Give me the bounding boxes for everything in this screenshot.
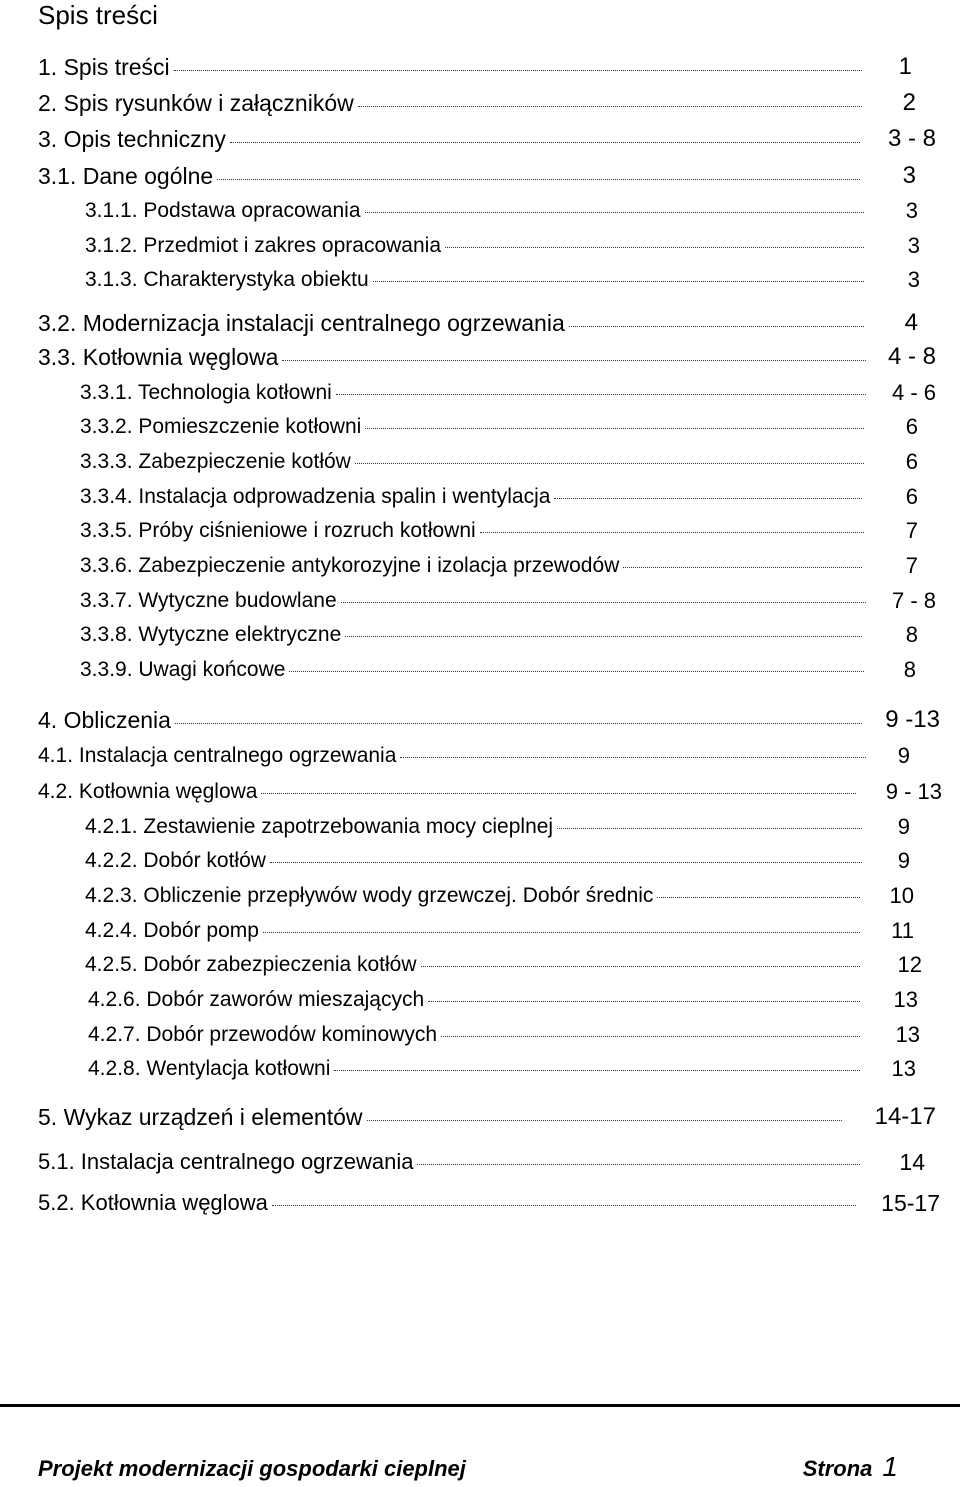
toc-dot-leader [623, 567, 862, 568]
toc-entry-label: 3.3.5. Próby ciśnieniowe i rozruch kotłowni [80, 519, 476, 542]
toc-entry [80, 620, 868, 650]
toc-entry-label: 5.2. Kotłownia węglowa [38, 1190, 268, 1215]
toc-entry-page: 9 [897, 848, 910, 873]
toc-dot-leader [569, 326, 864, 327]
toc-entry [80, 378, 872, 408]
toc-entry-label: 5.1. Instalacja centralnego ogrzewania [38, 1149, 414, 1174]
toc-entry-label: 2. Spis rysunków i załączników [38, 90, 354, 116]
toc-entry-label: 4.2.4. Dobór pomp [85, 919, 259, 942]
toc-dot-leader [373, 281, 864, 282]
toc-entry-page: 13 [893, 987, 918, 1012]
footer-page-label: Strona [802, 1456, 873, 1481]
toc-entry-label: 4.2.5. Dobór zabezpieczenia kotłów [85, 953, 417, 976]
toc-entry [38, 308, 870, 338]
toc-entry-page: 1 [898, 53, 912, 80]
toc-entry [80, 482, 868, 512]
toc-entry [85, 950, 866, 980]
toc-entry-label: 4.2.1. Zestawienie zapotrzebowania mocy cieplnej [85, 815, 554, 838]
toc-entry [38, 1147, 866, 1177]
toc-entry [38, 705, 868, 735]
page-title: Spis treści [38, 0, 158, 30]
toc-entry [80, 655, 870, 685]
toc-entry-label: 4. Obliczenia [38, 707, 171, 733]
toc-entry-label: 3.1.1. Podstawa opracowania [85, 199, 361, 222]
toc-entry-page: 4 - 8 [887, 343, 936, 370]
toc-entry-label: 3.3.8. Wytyczne elektryczne [80, 623, 342, 646]
toc-entry-label: 3.2. Modernizacja instalacji centralnego ogrzewania [38, 310, 565, 336]
toc-entry-page: 3 [907, 267, 920, 292]
toc-entry-page: 8 [905, 622, 918, 647]
toc-dot-leader [175, 723, 862, 724]
toc-entry [88, 985, 866, 1015]
toc-dot-leader [554, 498, 862, 499]
toc-dot-leader [230, 142, 860, 143]
toc-dot-leader [261, 793, 856, 794]
toc-entry [38, 741, 872, 771]
toc-entry-label: 3.1.2. Przedmiot i zakres opracowania [85, 234, 442, 257]
toc-entry-label: 3.3. Kotłownia węglowa [38, 344, 279, 370]
toc-entry-label: 3.1. Dane ogólne [38, 163, 214, 189]
toc-entry-page: 3 [905, 198, 918, 223]
toc-entry-page: 13 [891, 1056, 916, 1081]
toc-dot-leader [336, 394, 866, 395]
toc-dot-leader [282, 360, 866, 361]
toc-entry-page: 7 [905, 518, 918, 543]
toc-entry [80, 586, 872, 616]
toc-entry-label: 4.2. Kotłownia węglowa [38, 780, 258, 803]
toc-dot-leader [345, 636, 862, 637]
toc-entry-page: 7 - 8 [891, 588, 936, 613]
toc-entry [85, 881, 866, 911]
toc-entry [38, 161, 866, 191]
toc-entry-label: 3.3.9. Uwagi końcowe [80, 658, 286, 681]
toc-entry [38, 1102, 848, 1132]
toc-entry [85, 916, 866, 946]
toc-dot-leader [341, 602, 866, 603]
toc-entry-label: 5. Wykaz urządzeń i elementów [38, 1104, 363, 1130]
toc-entry [38, 88, 868, 118]
toc-entry-page: 7 [905, 553, 918, 578]
toc-entry-label: 1. Spis treści [38, 54, 170, 80]
toc-entry-label: 4.2.6. Dobór zaworów mieszających [88, 988, 425, 1011]
toc-entry [88, 1054, 866, 1084]
toc-dot-leader [270, 862, 862, 863]
toc-dot-leader [421, 966, 860, 967]
toc-dot-leader [263, 932, 860, 933]
toc-dot-leader [358, 106, 862, 107]
toc-entry-page: 4 [904, 309, 918, 336]
toc-entry-page: 2 [902, 89, 916, 116]
toc-entry-page: 15-17 [881, 1190, 940, 1216]
toc-entry-page: 9 -13 [885, 706, 940, 733]
toc-entry-label: 3.3.2. Pomieszczenie kotłowni [80, 415, 362, 438]
toc-entry-page: 12 [897, 952, 922, 977]
toc-entry-label: 4.2.2. Dobór kotłów [85, 849, 266, 872]
toc-entry-page: 6 [905, 484, 918, 509]
toc-entry-label: 3.3.7. Wytyczne budowlane [80, 589, 337, 612]
toc-entry-page: 9 [897, 814, 910, 839]
toc-entry-page: 9 [897, 743, 910, 768]
toc-entry-page: 11 [891, 918, 914, 943]
toc-entry-label: 3.1.3. Charakterystyka obiektu [85, 268, 369, 291]
toc-dot-leader [417, 1164, 860, 1165]
footer-project-title: Projekt modernizacji gospodarki cieplnej [38, 1456, 466, 1481]
toc-dot-leader [445, 247, 864, 248]
toc-entry-page: 8 [903, 657, 916, 682]
toc-entry-page: 13 [895, 1022, 920, 1047]
toc-entry-label: 3.3.4. Instalacja odprowadzenia spalin i wentylacja [80, 485, 551, 508]
toc-entry [80, 516, 870, 546]
toc-entry-page: 14 [899, 1149, 925, 1175]
toc-entry-label: 4.2.8. Wentylacja kotłowni [88, 1057, 331, 1080]
toc-entry-label: 4.2.7. Dobór przewodów kominowych [88, 1023, 438, 1046]
toc-entry-page: 3 [907, 233, 920, 258]
toc-entry [38, 52, 868, 82]
toc-entry-label: 4.1. Instalacja centralnego ogrzewania [38, 744, 397, 767]
toc-entry-page: 6 [905, 449, 918, 474]
toc-dot-leader [657, 897, 860, 898]
toc-dot-leader [365, 428, 864, 429]
toc-entry [38, 342, 872, 372]
toc-dot-leader [334, 1070, 860, 1071]
toc-entry [38, 777, 862, 807]
toc-entry [38, 124, 866, 154]
toc-entry [80, 551, 868, 581]
toc-entry [85, 196, 870, 226]
footer-page-indicator [803, 1452, 898, 1487]
toc-entry-label: 4.2.3. Obliczenie przepływów wody grzewczej. Dobór średnic [85, 884, 654, 907]
toc-dot-leader [289, 671, 864, 672]
toc-dot-leader [367, 1120, 843, 1121]
toc-dot-leader [217, 179, 860, 180]
toc-entry-label: 3.3.6. Zabezpieczenie antykorozyjne i izolacja przewodów [80, 554, 620, 577]
toc-dot-leader [480, 532, 864, 533]
toc-entry [80, 412, 870, 442]
toc-entry-label: 3. Opis techniczny [38, 126, 226, 152]
toc-entry [80, 447, 870, 477]
toc-entry-page: 9 - 13 [885, 779, 942, 804]
toc-entry [85, 812, 868, 842]
toc-entry [38, 1188, 862, 1218]
toc-dot-leader [174, 70, 862, 71]
toc-entry-label: 3.3.1. Technologia kotłowni [80, 381, 332, 404]
toc-entry [85, 231, 870, 261]
toc-dot-leader [355, 463, 864, 464]
toc-entry [88, 1020, 866, 1050]
toc-entry-page: 4 - 6 [891, 380, 936, 405]
toc-dot-leader [272, 1205, 856, 1206]
footer-page-number: 1 [882, 1451, 898, 1482]
toc-entry [85, 265, 870, 295]
toc-dot-leader [400, 757, 866, 758]
toc-dot-leader [441, 1036, 860, 1037]
toc-entry-page: 3 [902, 162, 916, 189]
toc-entry-page: 3 - 8 [887, 125, 936, 152]
toc-dot-leader [365, 212, 864, 213]
toc-entry [85, 846, 868, 876]
footer-divider [0, 1404, 960, 1407]
toc-entry-label: 3.3.3. Zabezpieczenie kotłów [80, 450, 351, 473]
toc-entry-page: 6 [905, 414, 918, 439]
toc-dot-leader [557, 828, 862, 829]
toc-dot-leader [428, 1001, 860, 1002]
toc-entry-page: 14-17 [874, 1103, 936, 1130]
toc-entry-page: 10 [889, 883, 914, 908]
